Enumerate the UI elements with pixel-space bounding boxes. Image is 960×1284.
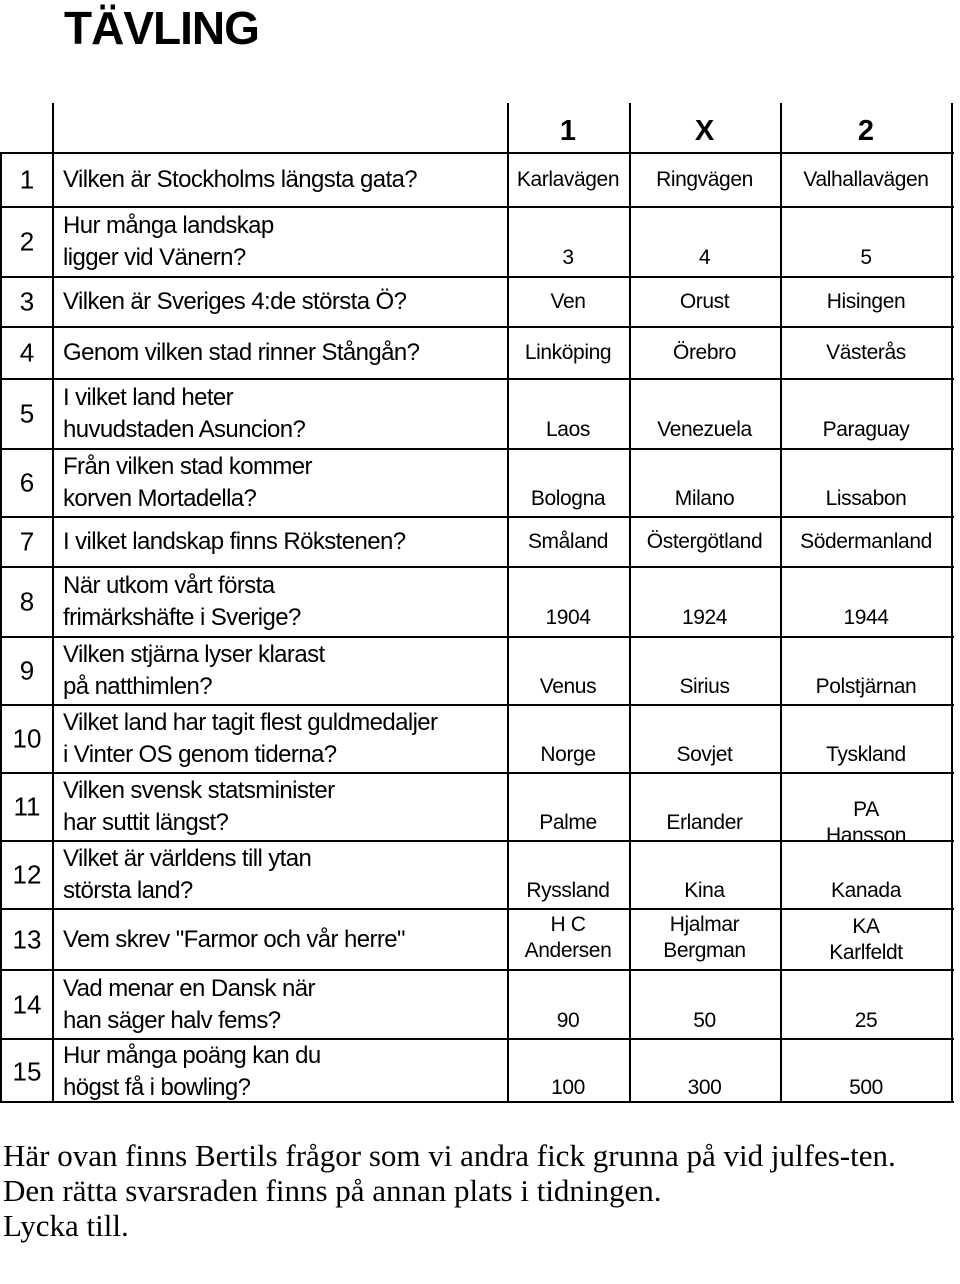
- question-number: 9: [19, 655, 35, 686]
- answer-option-one: 90: [556, 1008, 580, 1032]
- row-rule: [0, 772, 954, 774]
- question-text: Vilken är Stockholms längsta gata?: [63, 166, 418, 193]
- answer-option-two: 25: [854, 1008, 878, 1032]
- question-number: 4: [19, 337, 35, 368]
- answer-option-x: Sovjet: [676, 743, 733, 766]
- row-rule: [0, 326, 954, 328]
- answer-option-two: 1944: [843, 606, 889, 629]
- answer-option-two: KA Karlfeldt: [829, 914, 903, 964]
- answer-option-x: 300: [687, 1075, 722, 1099]
- question-number: 11: [13, 791, 41, 822]
- answer-option-one: Karlavägen: [516, 168, 620, 191]
- answer-option-one: Palme: [539, 811, 597, 834]
- answer-option-one: Venus: [539, 675, 597, 698]
- question-number: 2: [19, 226, 35, 257]
- footer-line: Här ovan finns Bertils frågor som vi andra fick grunna på vid julfes-ten.: [3, 1138, 896, 1173]
- row-rule: [0, 152, 954, 154]
- answer-option-two: Västerås: [826, 341, 906, 364]
- answer-option-x: 4: [698, 246, 711, 269]
- row-rule: [0, 969, 954, 971]
- answer-option-one: Laos: [546, 418, 590, 441]
- answer-option-two: Södermanland: [800, 530, 932, 553]
- question-text: Vilket land har tagit flest guldmedaljer i Vinter OS genom tiderna?: [63, 709, 438, 768]
- question-number: 3: [19, 286, 35, 317]
- row-rule: [0, 704, 954, 706]
- footer-text: [3, 1138, 953, 1243]
- question-text: Genom vilken stad rinner Stångån?: [63, 339, 420, 366]
- column-rule: [52, 103, 54, 1103]
- answer-option-x: Örebro: [673, 341, 736, 364]
- row-rule: [0, 276, 954, 278]
- quiz-table: [0, 103, 954, 1103]
- answer-option-two: Kanada: [830, 879, 902, 902]
- question-number: 10: [12, 723, 42, 754]
- question-text: När utkom vårt första frimärkshäfte i Sverige?: [63, 572, 301, 631]
- answer-option-two: 5: [860, 246, 872, 269]
- question-number: 1: [19, 164, 35, 195]
- question-number: 5: [19, 398, 35, 429]
- answer-option-x: Hjalmar Bergman: [663, 912, 746, 962]
- answer-option-one: Bologna: [530, 487, 606, 510]
- row-rule: [0, 636, 954, 638]
- question-number: 6: [19, 467, 35, 498]
- question-text: Hur många poäng kan du högst få i bowling?: [63, 1041, 321, 1101]
- question-text: Vilken svensk statsminister har suttit längst?: [63, 777, 335, 836]
- question-text: Från vilken stad kommer korven Mortadella?: [63, 453, 312, 512]
- answer-option-two: Lissabon: [825, 487, 907, 510]
- answer-option-one: 1904: [545, 606, 591, 629]
- answer-option-x: Sirius: [679, 675, 730, 698]
- column-rule: [0, 152, 2, 1103]
- footer-line: Den rätta svarsraden finns på annan plats i tidningen.: [3, 1173, 662, 1208]
- row-rule: [0, 840, 954, 842]
- row-rule: [0, 908, 954, 910]
- question-number: 15: [12, 1056, 42, 1086]
- answer-option-x: Östergötland: [646, 530, 763, 553]
- row-rule: [0, 206, 954, 208]
- answer-option-one: 100: [551, 1075, 585, 1099]
- answer-option-one: H C Andersen: [524, 912, 612, 962]
- answer-option-x: 1924: [681, 606, 728, 629]
- column-rule: [629, 103, 631, 1103]
- column-rule: [507, 103, 509, 1103]
- answer-option-two: Hisingen: [826, 290, 906, 313]
- page-title: TÄVLING: [64, 2, 259, 54]
- answer-option-x: Ringvägen: [656, 168, 753, 191]
- answer-option-x: Venezuela: [657, 418, 752, 441]
- row-rule: [0, 378, 954, 380]
- question-text: Vilken stjärna lyser klarast på natthimlen?: [63, 641, 325, 700]
- question-text: Vad menar en Dansk när han säger halv fems?: [63, 974, 315, 1034]
- question-number: 8: [19, 586, 35, 617]
- question-text: I vilket land heter huvudstaden Asuncion?: [63, 384, 306, 443]
- column-rule: [780, 103, 782, 1103]
- answer-option-one: Linköping: [524, 341, 612, 364]
- question-number: 13: [12, 924, 42, 954]
- answer-option-one: Norge: [540, 743, 596, 766]
- column-header-x: X: [694, 115, 715, 147]
- answer-option-x: Kina: [684, 879, 725, 902]
- question-number: 12: [12, 859, 42, 890]
- question-text: I vilket landskap finns Rökstenen?: [63, 528, 406, 555]
- answer-option-two: PA Hansson: [825, 798, 907, 847]
- answer-option-two: Tyskland: [826, 743, 906, 766]
- answer-option-one: Ryssland: [526, 879, 610, 902]
- answer-option-one: Ven: [550, 290, 586, 313]
- footer-line: Lycka till.: [3, 1208, 129, 1243]
- answer-option-two: Valhallavägen: [803, 168, 929, 191]
- question-text: Vilken är Sveriges 4:de största Ö?: [63, 288, 407, 315]
- question-number: 7: [19, 526, 35, 557]
- answer-option-x: 50: [693, 1008, 716, 1032]
- row-rule: [0, 448, 954, 450]
- column-header-one: 1: [559, 115, 577, 147]
- answer-option-one: Småland: [527, 530, 609, 553]
- answer-option-x: Erlander: [666, 811, 743, 834]
- question-text: Vem skrev "Farmor och vår herre": [63, 925, 405, 953]
- question-text: Hur många landskap ligger vid Vänern?: [63, 212, 274, 271]
- row-rule: [0, 516, 954, 518]
- column-rule: [951, 103, 953, 1103]
- answer-option-two: 500: [849, 1075, 883, 1099]
- answer-option-two: Polstjärnan: [815, 675, 917, 698]
- question-number: 14: [12, 989, 42, 1019]
- question-text: Vilket är världens till ytan största land?: [63, 845, 312, 904]
- column-header-two: 2: [857, 115, 875, 147]
- answer-option-x: Milano: [674, 487, 735, 510]
- answer-option-two: Paraguay: [822, 418, 910, 441]
- answer-option-one: 3: [562, 246, 574, 269]
- answer-option-x: Orust: [679, 290, 730, 313]
- row-rule: [0, 566, 954, 568]
